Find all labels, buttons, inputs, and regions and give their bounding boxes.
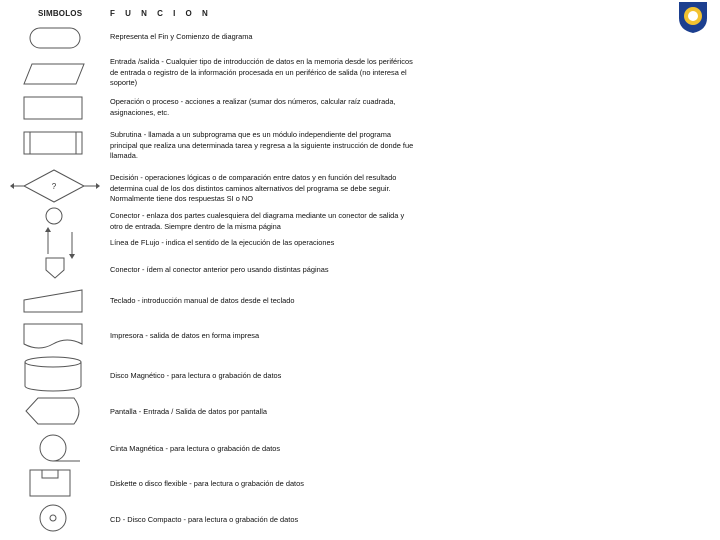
diskette-icon [30, 470, 70, 496]
cd-icon [40, 505, 66, 531]
magnetic-tape-description: Cinta Magnética - para lectura o grabación de datos [110, 444, 281, 453]
subroutine-description: Subrutina - llamada a un subprograma que es un módulo independiente del programa principal que realiza una determinada tarea y regresa a la siguiente instrucción de donde fue llamada. [110, 130, 414, 160]
connector-icon [46, 208, 62, 224]
terminal-description: Representa el Fin y Comienzo de diagrama [110, 32, 253, 41]
symbols-header: SIMBOLOS [38, 9, 83, 18]
keyboard-description: Teclado - introducción manual de datos desde el teclado [110, 296, 295, 305]
flow-line-description: Línea de FLujo - indica el sentido de la ejecución de las operaciones [110, 238, 335, 247]
keyboard-icon [24, 290, 82, 312]
connector-description: Conector - enlaza dos partes cualesquiera del diagrama mediante un conector de salida y otro de entrada. Siempre dentro de la misma página [110, 211, 405, 231]
decision-question-mark: ? [51, 182, 57, 191]
printer-icon [24, 324, 82, 348]
offpage-connector-description: Conector - ídem al conector anterior pero usando distintas páginas [110, 265, 329, 274]
display-description: Pantalla - Entrada / Salida de datos por pantalla [110, 407, 267, 416]
process-icon [24, 97, 82, 119]
flowchart-symbols-column [0, 0, 108, 540]
cd-description: CD - Disco Compacto - para lectura o grabación de datos [110, 515, 299, 524]
university-seal-icon [676, 0, 710, 34]
display-icon [26, 398, 79, 424]
terminal-icon [30, 28, 80, 48]
decision-description: Decisión - operaciones lógicas o de comparación entre datos y en función del resultado determina cual de los dos distintos caminos alternativos del programa se debe seguir. Normalmente tiene dos respuestas SI o NO [110, 173, 397, 203]
magnetic-disk-description: Disco Magnético - para lectura o grabación de datos [110, 371, 282, 380]
subroutine-icon [24, 132, 82, 154]
process-description: Operación o proceso - acciones a realizar (sumar dos números, calcular raíz cuadrada, asignaciones, etc. [110, 97, 396, 117]
offpage-connector-icon [46, 258, 64, 278]
input-output-icon [24, 64, 84, 84]
input-output-description: Entrada /salida - Cualquier tipo de introducción de datos en la memoria desde los periféricos de entrada o registro de la información procesada en un periférico de salida (no interesa el soporte) [110, 57, 413, 87]
magnetic-disk-icon [25, 357, 81, 391]
printer-description: Impresora - salida de datos en forma impresa [110, 331, 260, 340]
flow-lines-icon [48, 232, 72, 254]
magnetic-tape-icon [40, 435, 80, 461]
function-header: F U N C I O N [110, 9, 212, 18]
diskette-description: Diskette o disco flexible - para lectura o grabación de datos [110, 479, 304, 488]
